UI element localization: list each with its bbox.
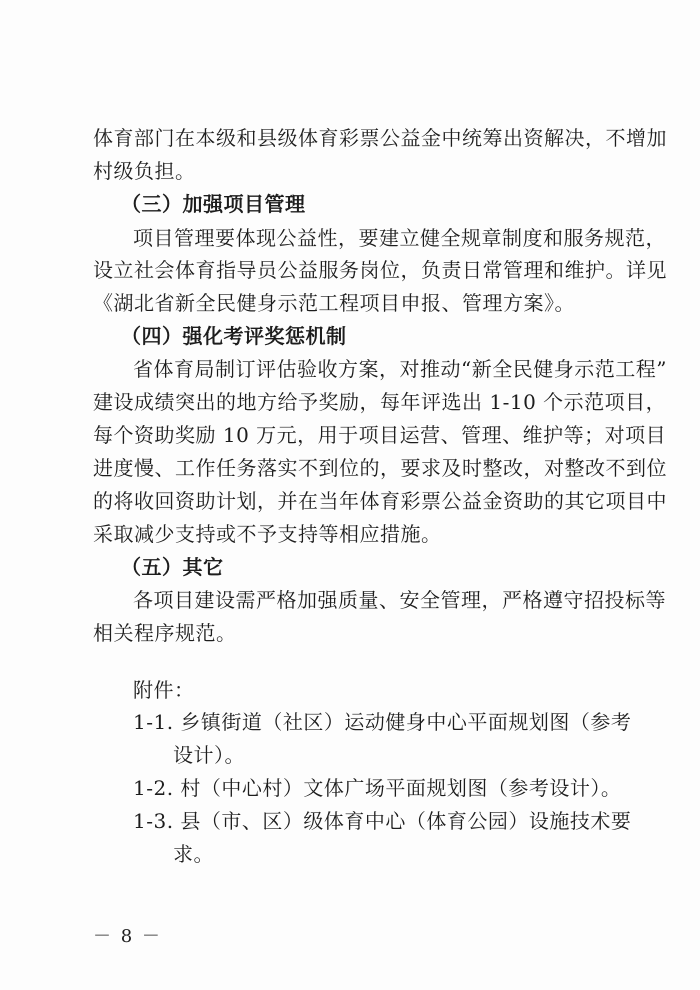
body-paragraph-line: 各项目建设需严格加强质量、安全管理，严格遵守招投标等 — [133, 588, 666, 612]
body-paragraph-line: 建设成绩突出的地方给予奖励，每年评选出 1-10 个示范项目， — [93, 390, 667, 414]
body-paragraph-line: 的将收回资助计划，并在当年体育彩票公益金资助的其它项目中 — [93, 489, 667, 513]
section-heading: （四）强化考评奖惩机制 — [121, 324, 347, 348]
body-paragraph-line: 项目管理要体现公益性，要建立健全规章制度和服务规范， — [133, 226, 666, 250]
section-heading: （三）加强项目管理 — [121, 192, 306, 216]
attachment-item-continuation: 求。 — [173, 842, 214, 866]
body-paragraph-line: 设立社会体育指导员公益服务岗位，负责日常管理和维护。详见 — [93, 258, 667, 282]
attachment-item: 1-3. 县（市、区）级体育中心（体育公园）设施技术要 — [133, 809, 632, 833]
body-paragraph-line: 体育部门在本级和县级体育彩票公益金中统筹出资解决，不增加 — [93, 126, 667, 150]
section-heading: （五）其它 — [121, 555, 224, 579]
body-paragraph-line: 采取减少支持或不予支持等相应措施。 — [93, 522, 442, 546]
body-paragraph-line: 省体育局制订评估验收方案，对推动“新全民健身示范工程” — [133, 357, 667, 381]
body-paragraph-line: 村级负担。 — [93, 159, 196, 183]
attachment-item: 1-2. 村（中心村）文体广场平面规划图（参考设计）。 — [133, 776, 622, 800]
attachment-item: 1-1. 乡镇街道（社区）运动健身中心平面规划图（参考 — [133, 710, 632, 734]
page-number: － 8 － — [93, 926, 162, 947]
body-paragraph-line: 每个资助奖励 10 万元，用于项目运营、管理、维护等；对项目 — [93, 423, 667, 447]
body-paragraph-line: 相关程序规范。 — [93, 621, 237, 645]
attachment-item-continuation: 设计）。 — [173, 743, 245, 767]
attachments-label: 附件： — [133, 678, 195, 702]
body-paragraph-line: 《湖北省新全民健身示范工程项目申报、管理方案》。 — [93, 291, 575, 315]
body-paragraph-line: 进度慢、工作任务落实不到位的，要求及时整改，对整改不到位 — [93, 456, 667, 480]
